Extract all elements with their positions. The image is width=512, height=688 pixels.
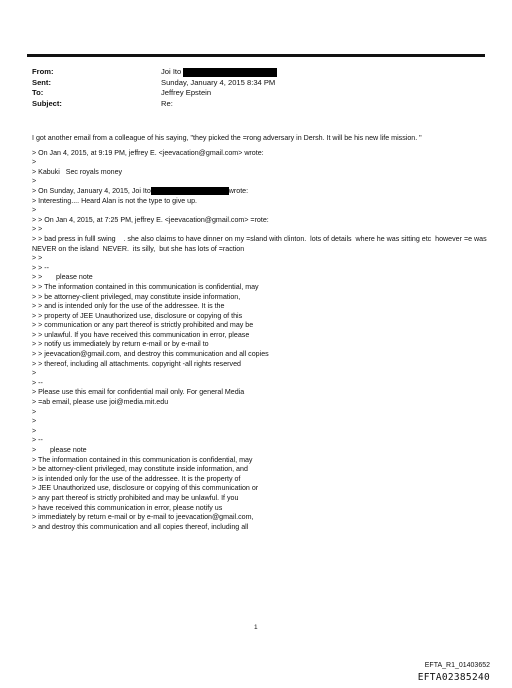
quote-line: > (32, 426, 37, 435)
notice-line: > > please note (32, 273, 93, 282)
sent-label: Sent: (32, 77, 51, 87)
notice-line: > > be attorney-client privileged, may constitute inside information, (32, 292, 241, 301)
to-value: Jeffrey Epstein (161, 88, 212, 97)
quote-line: > > On Jan 4, 2015, at 7:25 PM, jeffrey E. <jeevacation@gmail.com> =rote: (32, 215, 269, 224)
redaction-block (151, 187, 229, 195)
notice-line: > > notify us immediately by return e-mail or by e-mail to (32, 340, 209, 349)
quote-line: > (32, 369, 37, 378)
notice-line: > > property of JEE Unauthorized use, disclosure or copying of this (32, 311, 243, 320)
notice-line: > is intended only for the use of the addressee. It is the property of (32, 474, 241, 483)
notice-line: > any part thereof is strictly prohibited and may be unlawful. If you (32, 493, 239, 502)
signature-block (32, 369, 492, 446)
notice-line: > > unlawful. If you have received this communication in error, please (32, 330, 250, 339)
quote-line: > > bad press in fulll swing . she also claims to have dinner on my =sland with clinton. lots of details where he was sitting etc however =e was NEVER on the island NEVER. its silly, but she has lots of =raction (32, 234, 489, 253)
notice-line: > > communication or any part thereof is strictly prohibited and may be (32, 321, 254, 330)
quote-line: > On Jan 4, 2015, at 9:19 PM, jeffrey E. <jeevacation@gmail.com> wrote: (32, 148, 264, 157)
redaction-block (183, 68, 277, 77)
quote-line: > =ab email, please use joi@media.mit.edu (32, 398, 169, 407)
quote-line: > (32, 158, 37, 167)
notice-line: > JEE Unauthorized use, disclosure or copying of this communication or (32, 484, 259, 493)
subject-row (32, 99, 277, 110)
confidentiality-notice-2 (32, 446, 492, 532)
confidentiality-notice-1 (32, 273, 492, 369)
subject-value: Re: (161, 98, 173, 108)
notice-line: > have received this communication in error, please notify us (32, 503, 223, 512)
notice-line: > The information contained in this communication is confidential, may (32, 455, 253, 464)
email-header (32, 67, 277, 109)
quote-line (32, 187, 492, 197)
page-number: 1 (254, 624, 258, 631)
email-body (32, 134, 492, 532)
top-rule (27, 54, 485, 57)
sent-row (32, 78, 277, 89)
quote-line: > (32, 206, 37, 215)
quote-line: > (32, 417, 37, 426)
notice-line: > immediately by return e-mail or by e-mail to jeevacation@gmail.com, (32, 513, 254, 522)
quote-line: > (32, 407, 37, 416)
notice-line: > > and is intended only for the use of the addressee. It is the (32, 302, 225, 311)
quote-line: > -- (32, 436, 43, 445)
quote-line-text: wrote: (228, 186, 249, 195)
subject-label: Subject: (32, 98, 62, 108)
quote-line: > > (32, 254, 43, 263)
quote-line: > > -- (32, 263, 49, 272)
to-row (32, 88, 277, 99)
to-label: To: (32, 88, 44, 97)
quote-line: > -- (32, 378, 43, 387)
quote-line: > Kabuki Sec royals money (32, 167, 123, 176)
from-value: Joi Ito (161, 67, 182, 76)
notice-line: > please note (32, 446, 87, 454)
from-row (32, 67, 277, 78)
quote-line: > (32, 177, 37, 186)
intro-text: I got another email from a colleague of his saying, "they picked the =rong adversary in Dersh. It will be his new life mission. " (32, 134, 422, 142)
footer-reference-2: EFTA02385240 (417, 672, 490, 683)
quote-line-text: > On Sunday, January 4, 2015, Joi Ito (32, 186, 151, 195)
notice-line: > be attorney-client privileged, may constitute inside information, and (32, 465, 248, 474)
sent-value: Sunday, January 4, 2015 8:34 PM (161, 77, 276, 87)
notice-line: > > thereof, including all attachments. copyright -all rights reserved (32, 359, 241, 368)
footer-reference-1: EFTA_R1_01403652 (424, 662, 490, 669)
quote-line: > Please use this email for confidential mail only. For general Media (32, 388, 245, 397)
quote-line: > Interesting.... Heard Alan is not the type to give up. (32, 196, 198, 205)
from-label: From: (32, 67, 54, 76)
quote-line: > > (32, 225, 43, 234)
notice-line: > and destroy this communication and all copies thereof, including all (32, 522, 249, 531)
notice-line: > > The information contained in this communication is confidential, may (32, 282, 259, 291)
notice-line: > > jeevacation@gmail.com, and destroy this communication and all copies (32, 350, 269, 359)
